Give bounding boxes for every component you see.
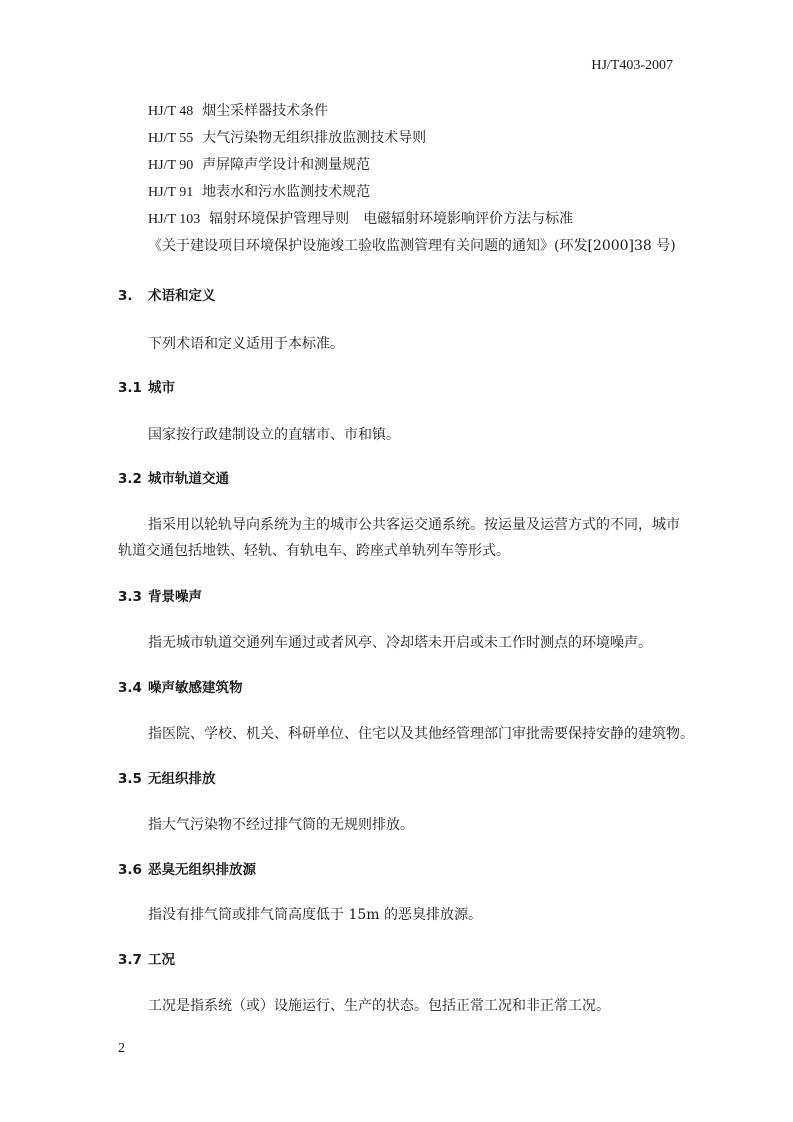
reference-item bbox=[148, 155, 370, 176]
term-definition: 国家按行政建制设立的直辖市、市和镇。 bbox=[148, 427, 400, 443]
term-definition: 工况是指系统（或）设施运行、生产的状态。包括正常工况和非正常工况。 bbox=[148, 998, 610, 1014]
section-heading bbox=[118, 286, 216, 306]
term-number: 3.6 bbox=[118, 862, 142, 878]
term-title: 城市轨道交通 bbox=[148, 471, 229, 487]
term-title: 工况 bbox=[148, 952, 175, 968]
reference-code: HJ/T 91 bbox=[148, 185, 194, 200]
section-intro: 下列术语和定义适用于本标准。 bbox=[148, 336, 344, 352]
document-code-header: HJ/T403-2007 bbox=[591, 58, 673, 73]
term-definition: 指无城市轨道交通列车通过或者风亭、冷却塔未开启或未工作时测点的环境噪声。 bbox=[148, 635, 652, 651]
term-title: 无组织排放 bbox=[148, 771, 216, 787]
term-heading bbox=[118, 678, 243, 698]
reference-title: 大气污染物无组织排放监测技术导则 bbox=[202, 130, 427, 146]
term-definition: 指医院、学校、机关、科研单位、住宅以及其他经管理部门审批需要保持安静的建筑物。 bbox=[148, 726, 694, 742]
section-title: 术语和定义 bbox=[148, 288, 216, 304]
term-heading bbox=[118, 860, 256, 880]
reference-item bbox=[148, 236, 676, 256]
reference-title: 辐射环境保护管理导则 电磁辐射环境影响评价方法与标准 bbox=[209, 211, 574, 227]
term-number: 3.2 bbox=[118, 471, 142, 487]
reference-code: HJ/T 48 bbox=[148, 104, 194, 119]
term-definition-continuation: 轨道交通包括地铁、轻轨、有轨电车、跨座式单轨列车等形式。 bbox=[118, 543, 510, 559]
term-heading bbox=[118, 587, 202, 607]
term-definition: 指没有排气筒或排气筒高度低于 15m 的恶臭排放源。 bbox=[148, 907, 482, 923]
term-heading bbox=[118, 950, 175, 970]
reference-code: HJ/T 55 bbox=[148, 131, 194, 146]
term-heading bbox=[118, 769, 216, 789]
term-heading bbox=[118, 378, 175, 398]
term-definition: 指采用以轮轨导向系统为主的城市公共客运交通系统。按运量及运营方式的不同，城市 bbox=[148, 517, 680, 533]
term-number: 3.4 bbox=[118, 680, 142, 696]
term-number: 3.5 bbox=[118, 771, 142, 787]
term-title: 城市 bbox=[148, 380, 175, 396]
term-title: 噪声敏感建筑物 bbox=[148, 680, 243, 696]
reference-item bbox=[148, 182, 370, 203]
reference-item bbox=[148, 209, 573, 230]
reference-item bbox=[148, 128, 426, 149]
reference-code: HJ/T 103 bbox=[148, 212, 201, 227]
reference-code: HJ/T 90 bbox=[148, 158, 194, 173]
term-number: 3.1 bbox=[118, 380, 142, 396]
reference-title: 烟尘采样器技术条件 bbox=[202, 103, 329, 119]
page-number: 2 bbox=[118, 1041, 125, 1056]
term-number: 3.7 bbox=[118, 952, 142, 968]
term-heading bbox=[118, 469, 229, 489]
term-title: 背景噪声 bbox=[148, 589, 202, 605]
term-title: 恶臭无组织排放源 bbox=[148, 862, 256, 878]
section-number: 3. bbox=[118, 288, 133, 304]
reference-title: 《关于建设项目环境保护设施竣工验收监测管理有关问题的通知》(环发[2000]38 号) bbox=[148, 238, 676, 254]
reference-title: 声屏障声学设计和测量规范 bbox=[202, 157, 371, 173]
reference-item bbox=[148, 101, 328, 122]
reference-title: 地表水和污水监测技术规范 bbox=[202, 184, 371, 200]
term-definition: 指大气污染物不经过排气筒的无规则排放。 bbox=[148, 817, 414, 833]
term-number: 3.3 bbox=[118, 589, 142, 605]
